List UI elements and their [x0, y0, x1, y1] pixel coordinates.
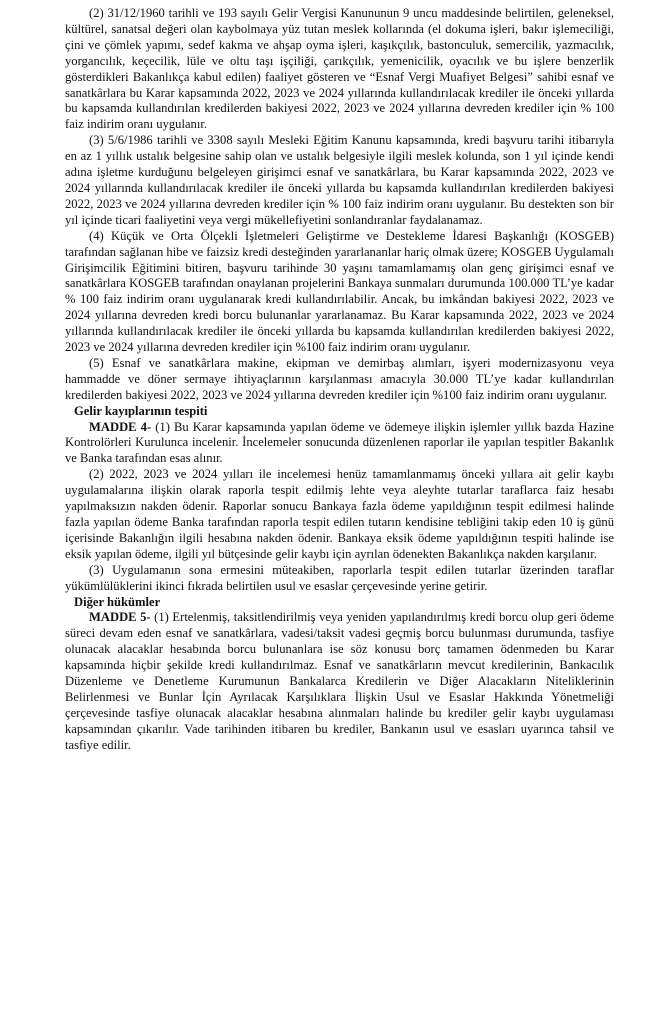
paragraph-5-1-text: (1) Ertelenmiş, taksitlendirilmiş veya yeniden yapılandırılmış kredi borcu olup geri ödeme süreci devam eden esnaf ve sanatkârlara, vadesi/taksit vadesi geçmiş borcu bulunması durumunda, tasfiye olunacak alacaklar hesabında borcu bulunanlara ise söz konusu borç tamamen ödenmeden bu Karar kapsamında hiçbir şekilde kredi kullandırılmaz. Esnaf ve sanatkârların mevcut kredilerinin, Bankacılık Düzenleme ve Denetleme Kurumunun Bankalarca Kredilerin ve Diğer Alacakların Niteliklerinin Belirlenmesi ve Bunlar İçin Ayrılacak Karşılıklara İlişkin Usul ve Esaslar Hakkında Yönetmeliği çerçevesinde tasfiye olunacak alacaklar hesabına alınmaları halinde bu krediler gelir kaybı uygulaması kapsamından çıkarılır. Vade tarihinden itibaren bu krediler, Bankanın usul ve esasları uyarınca tahsil ve tasfiye edilir. — [65, 610, 614, 752]
paragraph-3-4: (4) Küçük ve Orta Ölçekli İşletmeleri Geliştirme ve Destekleme İdaresi Başkanlığı (KOSGEB) tarafından sağlanan hibe ve faizsiz kredi desteğinden yararlananlar hariç olmak üzere; KOSGEB Uygulamalı Girişimcilik Eğitimini bitiren, başvuru tarihinde 30 yaşını tamamlamamış olan genç girişimci esnaf ve sanatkârlara KOSGEB tarafından onaylanan projelerini Bankaya sunmaları durumunda 100.000 TL’ye kadar % 100 faiz indirim oranı uygulanarak kredi kullandırılabilir. Ancak, bu imkândan bakiyesi 2022, 2023 ve 2024 yıllarına devreden kredi borcu bulunanlar yararlanamaz. Bu Karar kapsamında 2022, 2023 ve 2024 yıllarında kullandırılacak krediler ile önceki yıllarda bu kapsamda kullandırılan kredilerden bakiyesi 2022, 2023 ve 2024 yıllarına devreden krediler için %100 faiz indirim oranı uygulanır. — [65, 228, 615, 355]
section-heading-diger-hukumler: Diğer hükümler — [74, 594, 161, 609]
section-heading-gelir-kayiplari: Gelir kayıplarının tespiti — [74, 403, 208, 418]
paragraph-3-5: (5) Esnaf ve sanatkârlara makine, ekipman ve demirbaş alımları, işyeri modernizasyonu veya hammadde ve döner sermaye ihtiyaçlarının karşılanması amacıyla 30.000 TL’ye kadar kullandırılan kredilerden bakiyesi 2022, 2023 ve 2024 yıllarına devreden krediler için %100 faiz indirim oranı uygulanır. — [65, 355, 614, 402]
paragraph-4-3: (3) Uygulamanın sona ermesini müteakiben, raporlarla tespit edilen tutarlar üzerinden taraflar yükümlülüklerini ikinci fıkrada belirtilen usul ve esaslar çerçevesinde yerine getirir. — [65, 562, 614, 593]
paragraph-5-1 — [65, 610, 614, 753]
document-page — [65, 6, 614, 754]
paragraph-4-1-text: (1) Bu Karar kapsamında yapılan ödeme ve ödemeye ilişkin işlemler yıllık bazda Hazine Kontrolörleri Kurulunca incelenir. İncelemeler sonucunda düzenlenen raporlar ile yapılan tespitler Bakanlık ve Banka tarafından esas alınır. — [65, 419, 614, 466]
paragraph-3-2: (2) 31/12/1960 tarihli ve 193 sayılı Gelir Vergisi Kanununun 9 uncu maddesinde belirtilen, geleneksel, kültürel, sanatsal değeri olan kaybolmaya yüz tutan meslek kollarında (el dokuma işleri, bakır işlemeciliği, çini ve çömlek yapımı, sedef kakma ve ahşap oyma işleri, kaşıkçılık, bastonculuk, semercilik, yazmacılık, yorgancılık, keçecilik, lüle ve oltu taşı işçiliği, çarıkçılık, yemenicilik, oyacılık ve bu işlere benzerlik gösterdikleri Bakanlıkça kabul edilen) faaliyet gösteren ve “Esnaf Vergi Muafiyet Belgesi” sahibi esnaf ve sanatkârlara bu Karar kapsamında 2022, 2023 ve 2024 yıllarında kullandırılacak krediler ile önceki yıllarda bu kapsamda kullandırılan kredilerden bakiyesi 2022, 2023 ve 2024 yıllarına devreden krediler için % 100 faiz indirim oranı uygulanır. — [65, 6, 614, 132]
paragraph-4-2: (2) 2022, 2023 ve 2024 yılları ile incelemesi henüz tamamlanmamış önceki yıllara ait gelir kaybı uygulamalarına ilişkin olarak raporla tespit edilmiş lehte veya aleyhte tutarlar taraflarca faiz hesabı yapılmaksızın nakden ödenir. Raporlar sonucu Bankaya fazla ödeme yapıldığının tespit edilmesi halinde fazla yapılan ödeme Banka tarafından raporla tespit edilen tutarın kendisine tebliğini takip eden 10 iş günü içerisinde Bakanlığın ilgili hesabına nakden ödenir. Bankaya eksik ödeme yapıldığının tespiti halinde ise eksik yapılan ödeme, ilgili yıl bütçesinde gelir kaybı için ayrılan ödenekten Bakanlıkça nakden karşılanır. — [65, 467, 614, 561]
madde-4-label: MADDE 4- — [89, 419, 152, 434]
paragraph-3-3: (3) 5/6/1986 tarihli ve 3308 sayılı Mesleki Eğitim Kanunu kapsamında, kredi başvuru tarihi itibarıyla en az 1 yıllık ustalık belgesine sahip olan ve ustalık belgesiyle ilgili meslek kolunda, son 1 yıl içinde kendi adına işletme kurduğunu belgeleyen girişimci esnaf ve sanatkârlara, bu Karar kapsamında 2022, 2023 ve 2024 yıllarında kullandırılacak krediler ile önceki yıllarda bu kapsamda kullandırılan kredilerden bakiyesi 2022, 2023 ve 2024 yıllarına devreden krediler için % 100 faiz indirim oranı uygulanır. Bu destekten son bir yıl içinde ticari faaliyetini veya vergi mükellefiyetini sonlandıranlar faydalanamaz. — [65, 133, 614, 227]
madde-5-label: MADDE 5- — [89, 610, 151, 625]
paragraph-4-1 — [65, 420, 614, 468]
